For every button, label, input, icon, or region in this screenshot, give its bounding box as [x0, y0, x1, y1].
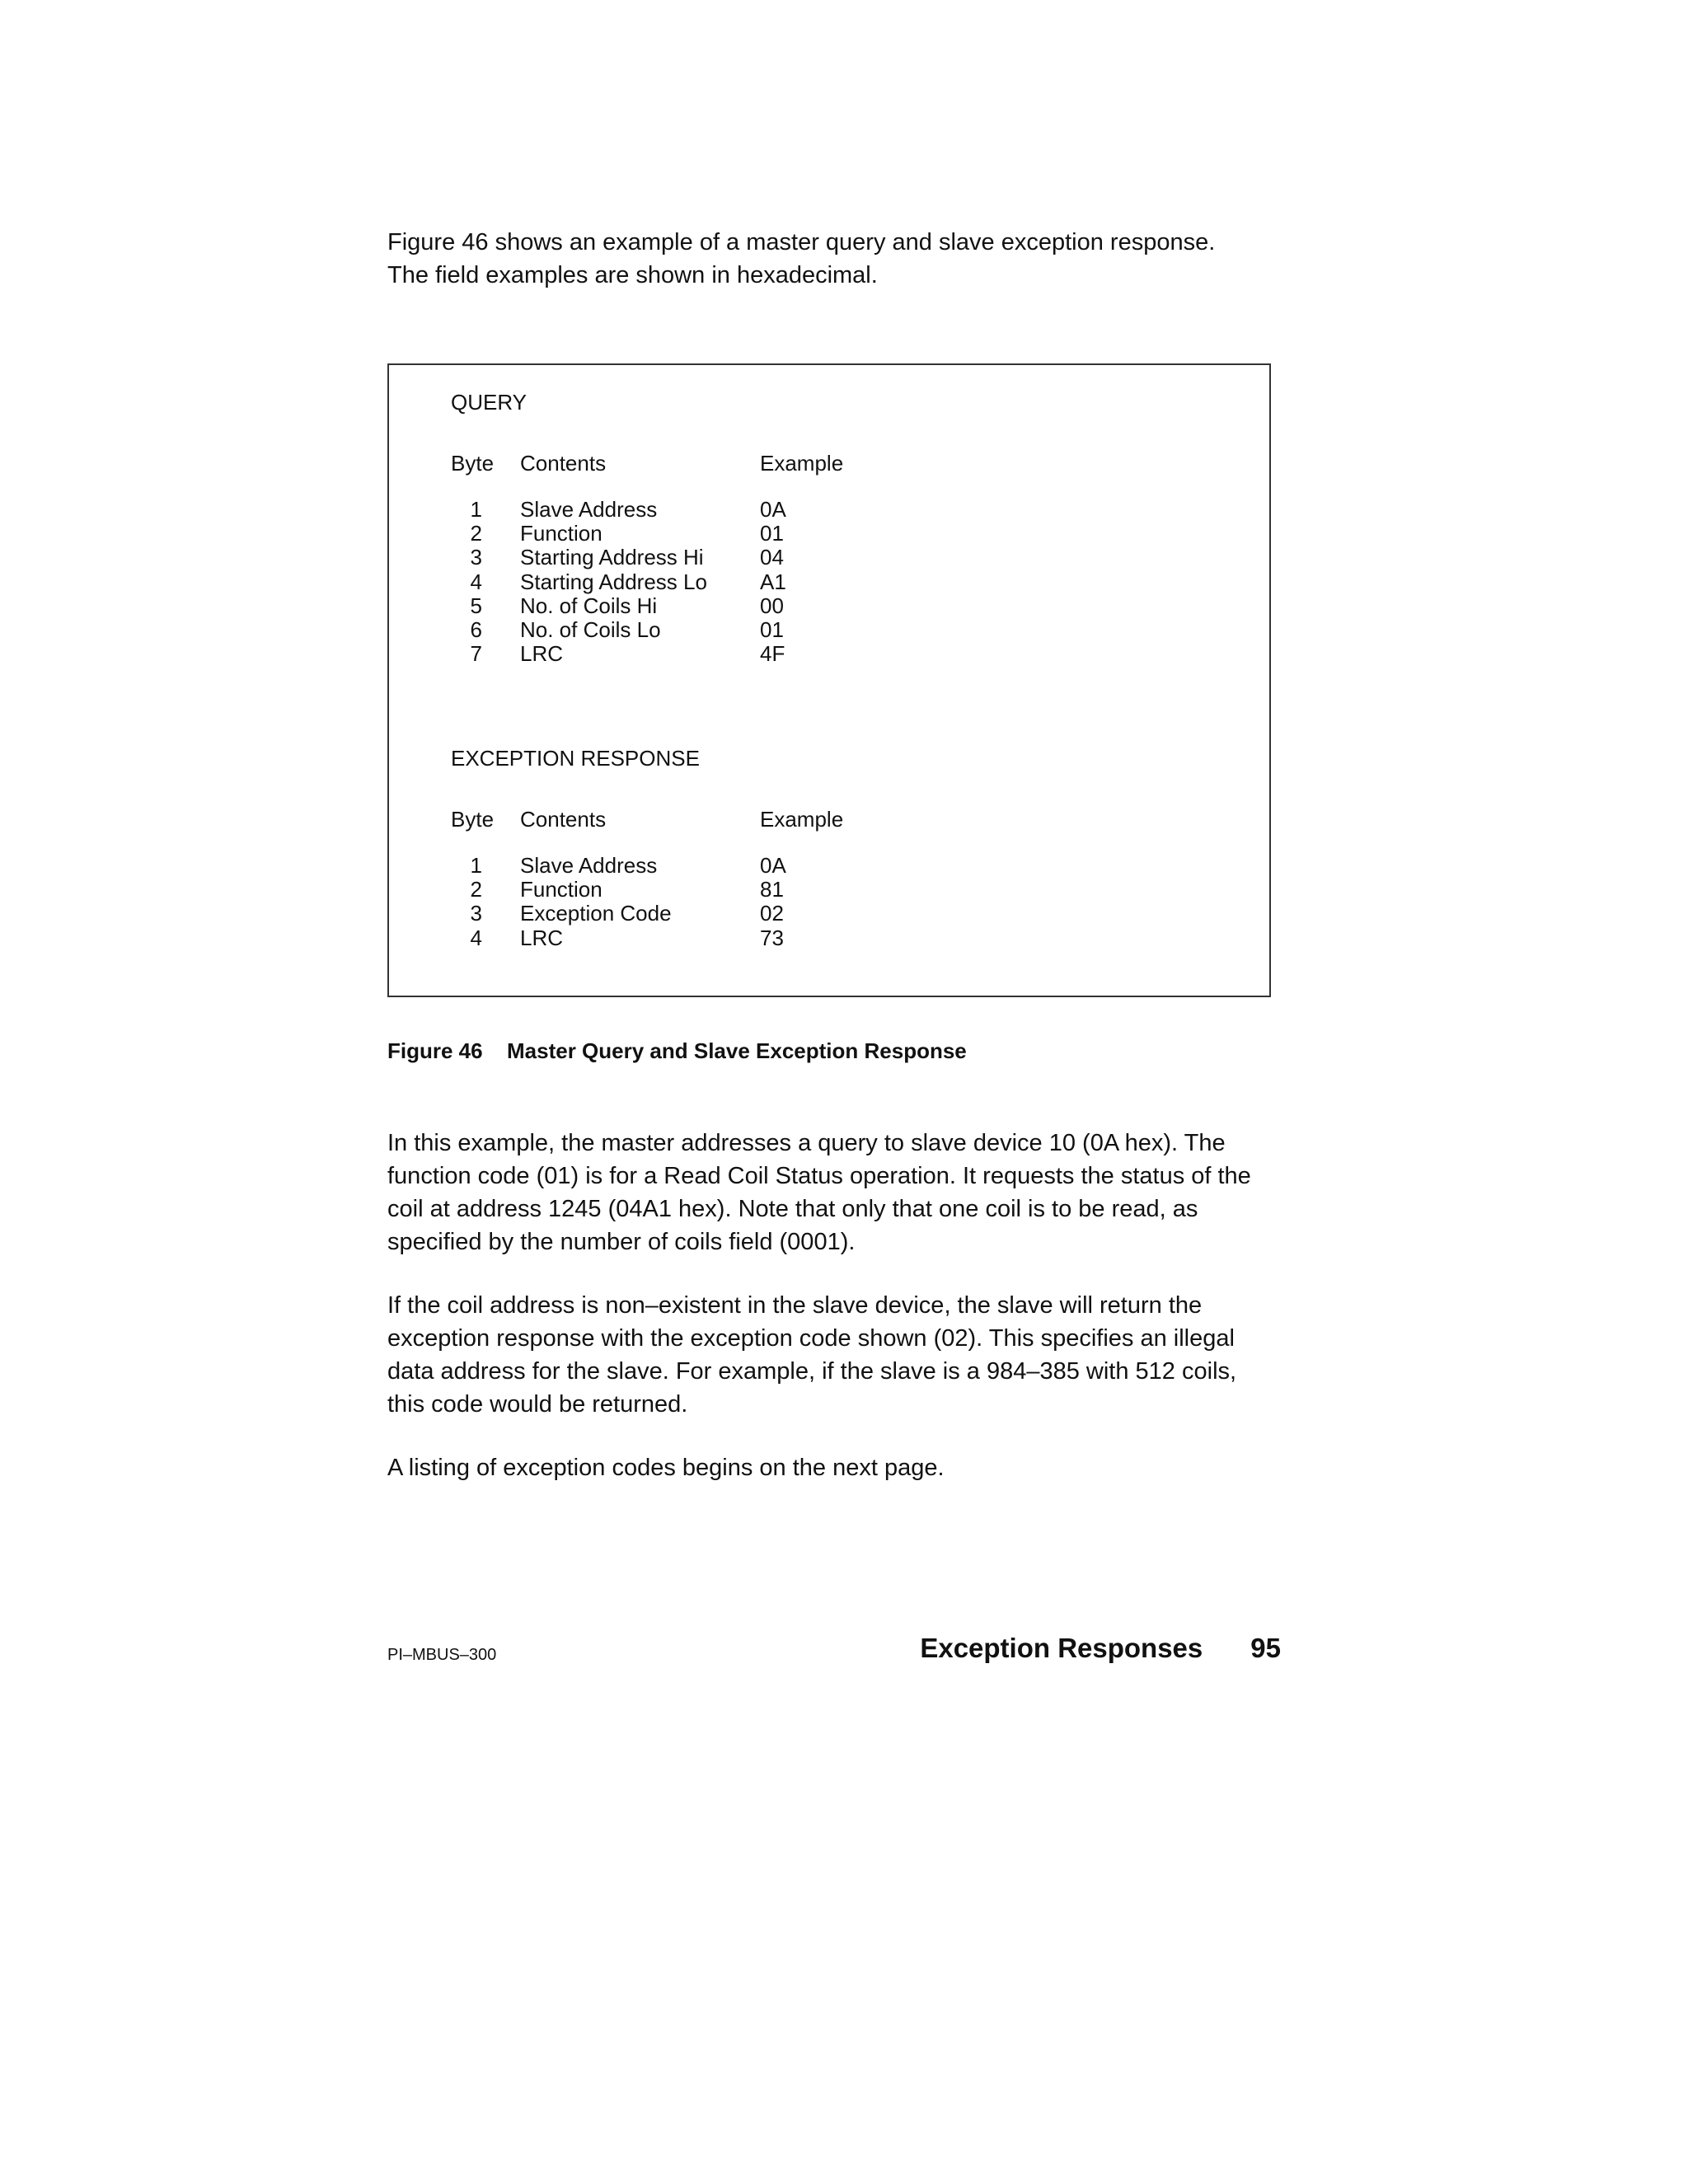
byte-cell: 1: [470, 853, 482, 878]
contents-cell: Starting Address Hi: [520, 545, 704, 570]
paragraph-line: exception response with the exception code shown (02). This specifies an illegal: [387, 1325, 1235, 1352]
query-title: QUERY: [451, 390, 527, 415]
contents-cell: Function: [520, 877, 603, 902]
contents-cell: No. of Coils Hi: [520, 593, 658, 618]
byte-cell: 3: [470, 901, 482, 926]
figure-caption: [387, 1038, 967, 1063]
byte-cell: 4: [470, 569, 482, 594]
example-cell: 0A: [760, 853, 786, 878]
contents-cell: LRC: [520, 641, 564, 667]
figure-46-box: [387, 363, 1271, 997]
caption-text: Master Query and Slave Exception Response: [507, 1038, 967, 1063]
byte-cell: 2: [470, 521, 482, 546]
paragraph-line: this code would be returned.: [387, 1391, 688, 1418]
query-header-contents: Contents: [520, 451, 607, 476]
footer-doc-id: PI–MBUS–300: [387, 1646, 497, 1664]
contents-cell: Slave Address: [520, 497, 658, 522]
response-header-byte: Byte: [451, 807, 495, 832]
query-header-byte: Byte: [451, 451, 495, 476]
byte-cell: 7: [470, 641, 482, 667]
example-cell: 4F: [760, 641, 785, 667]
paragraph-line: function code (01) is for a Read Coil Status operation. It requests the status of the: [387, 1163, 1251, 1189]
response-header-example: Example: [760, 807, 844, 832]
caption-label: Figure 46: [387, 1038, 483, 1063]
intro-line: Figure 46 shows an example of a master query and slave exception response.: [387, 229, 1216, 255]
byte-cell: 1: [470, 497, 482, 522]
body-paragraph-3: [387, 1451, 1311, 1484]
example-cell: 0A: [760, 497, 786, 522]
example-cell: 73: [760, 925, 784, 950]
body-paragraph-2: [387, 1289, 1311, 1421]
paragraph-line: coil at address 1245 (04A1 hex). Note that only that one coil is to be read, as: [387, 1196, 1198, 1222]
response-header-contents: Contents: [520, 807, 607, 832]
byte-cell: 3: [470, 545, 482, 570]
example-cell: 81: [760, 877, 784, 902]
body-paragraph-1: [387, 1127, 1311, 1258]
byte-cell: 4: [470, 925, 482, 950]
byte-cell: 5: [470, 593, 482, 618]
intro-line: The field examples are shown in hexadecimal.: [387, 262, 878, 288]
paragraph-line: If the coil address is non–existent in the slave device, the slave will return the: [387, 1292, 1203, 1319]
contents-cell: Slave Address: [520, 853, 658, 878]
example-cell: 04: [760, 545, 784, 570]
contents-cell: Starting Address Lo: [520, 569, 707, 594]
paragraph-line: data address for the slave. For example, if the slave is a 984–385 with 512 coils,: [387, 1358, 1237, 1385]
paragraph-line: A listing of exception codes begins on the next page.: [387, 1455, 945, 1481]
example-cell: A1: [760, 569, 786, 594]
example-cell: 00: [760, 593, 784, 618]
byte-cell: 2: [470, 877, 482, 902]
paragraph-line: specified by the number of coils field (0001).: [387, 1229, 856, 1255]
contents-cell: Function: [520, 521, 603, 546]
example-cell: 02: [760, 901, 784, 926]
paragraph-line: In this example, the master addresses a query to slave device 10 (0A hex). The: [387, 1130, 1226, 1156]
example-cell: 01: [760, 616, 784, 642]
query-header-example: Example: [760, 451, 844, 476]
page-number: 95: [1250, 1633, 1281, 1663]
byte-cell: 6: [470, 616, 482, 642]
contents-cell: No. of Coils Lo: [520, 616, 661, 642]
response-title: EXCEPTION RESPONSE: [451, 746, 700, 771]
intro-paragraph: [387, 226, 1311, 292]
footer-section-title: Exception Responses: [920, 1633, 1203, 1663]
example-cell: 01: [760, 521, 784, 546]
footer-section: [865, 1632, 1281, 1665]
contents-cell: Exception Code: [520, 901, 672, 926]
contents-cell: LRC: [520, 925, 564, 950]
